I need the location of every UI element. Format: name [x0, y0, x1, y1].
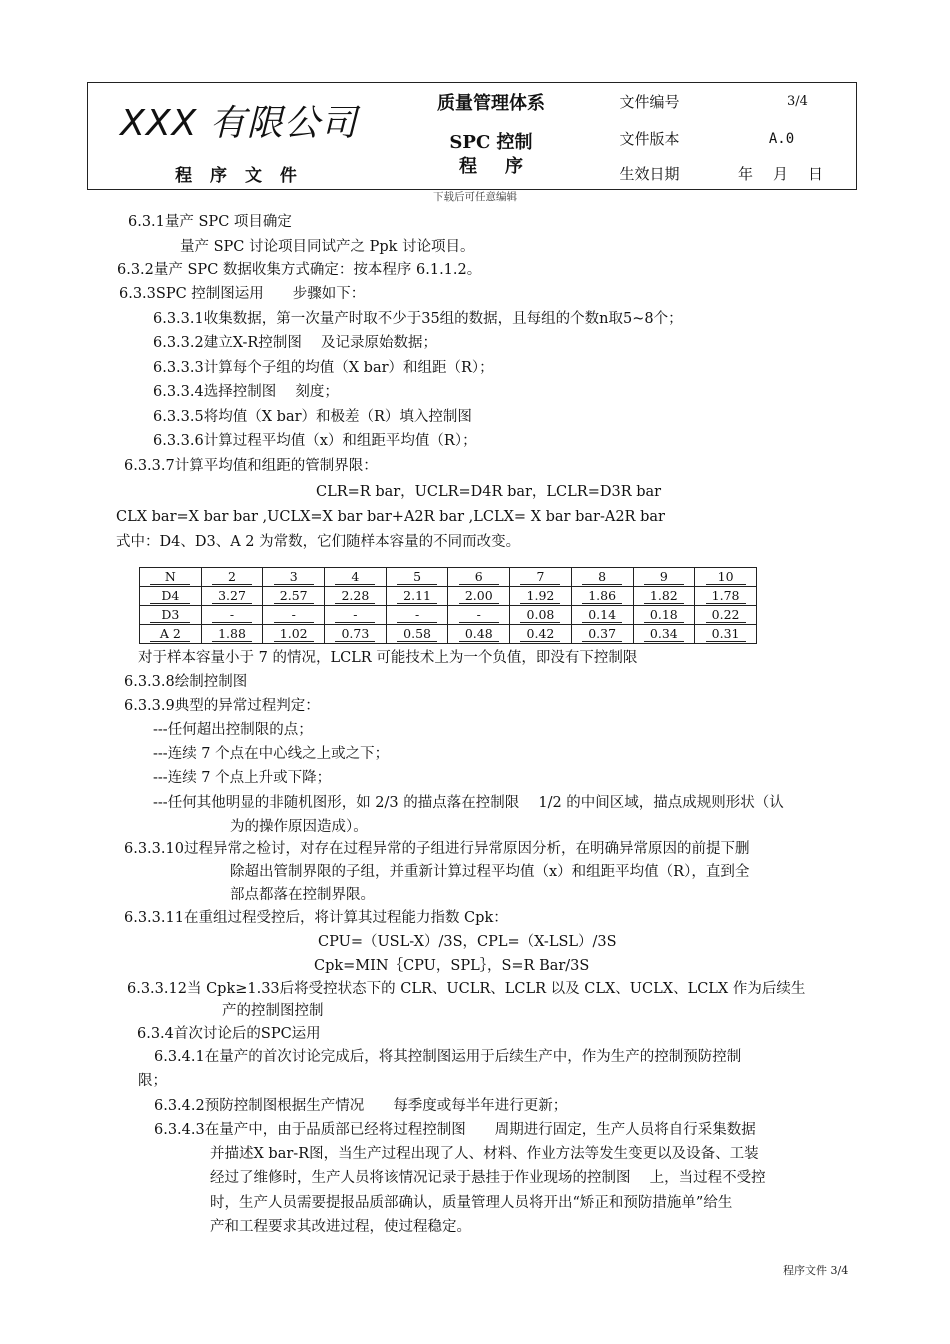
cell-text: 0.48: [459, 626, 499, 642]
effective-date-label: 生效日期: [619, 165, 680, 183]
step-6-3-3-2: 6.3.3.2建立X-R控制图 及记录原始数据；: [153, 335, 437, 351]
cell-text: 2.11: [397, 588, 437, 604]
table-cell: [263, 625, 325, 644]
table-row-header: [140, 625, 202, 644]
cell-text: 2: [212, 569, 252, 585]
constants-note: 式中：D4、D3、A 2 为常数，它们随样本容量的不同而改变。: [116, 534, 521, 550]
cell-text: 0.08: [520, 607, 560, 623]
table-cell: [571, 625, 633, 644]
cell-text: 5: [397, 569, 437, 585]
formula-x-limits: CLX bar=X bar bar ,UCLX=X bar bar+A2R bar ,LCLX= X bar bar-A2R bar: [116, 509, 665, 525]
table-row-header: [140, 568, 202, 587]
cell-text: 1.82: [644, 588, 684, 604]
section-6-3-2: 6.3.2量产 SPC 数据收集方式确定：按本程序 6.1.1.2。: [117, 262, 482, 278]
cell-text: 0.37: [582, 626, 622, 642]
formula-cpk: Cpk=MIN｛CPU，SPL｝，S=R Bar/3S: [314, 958, 590, 974]
cell-text: 9: [644, 569, 684, 585]
cell-text: 0.18: [644, 607, 684, 623]
table-cell: [510, 606, 572, 625]
table-cell: [695, 606, 757, 625]
table-cell: [510, 587, 572, 606]
step-6-3-4-3-cont: 并描述X bar-R图，当生产过程出现了人、材料、作业方法等发生变更以及设备、工装: [210, 1146, 759, 1162]
table-cell: [633, 606, 695, 625]
cell-text: D3: [150, 607, 190, 623]
table-cell: [510, 568, 572, 587]
cell-text: 1.88: [212, 626, 252, 642]
table-cell: [386, 606, 448, 625]
table-row: [140, 568, 757, 587]
table-row: [140, 587, 757, 606]
step-6-3-4-3-cont: 产和工程要求其改进过程，使过程稳定。: [210, 1219, 471, 1235]
cell-text: 4: [335, 569, 375, 585]
step-6-3-4-1-cont: 限；: [138, 1073, 167, 1089]
table-cell: [695, 568, 757, 587]
cell-text: -: [274, 607, 314, 623]
table-cell: [695, 625, 757, 644]
table-row: [140, 606, 757, 625]
cell-text: -: [212, 607, 252, 623]
step-6-3-3-4: 6.3.3.4选择控制图 刻度；: [153, 384, 339, 400]
cell-text: 0.42: [520, 626, 560, 642]
table-cell: [633, 625, 695, 644]
table-cell: [201, 606, 263, 625]
spc-procedure-title: [390, 120, 592, 190]
table-cell: [571, 587, 633, 606]
rule-item: ---连续 7 个点上升或下降；: [153, 770, 332, 786]
cell-text: -: [335, 607, 375, 623]
doc-version-value: A.0: [768, 130, 795, 147]
table-cell: [263, 606, 325, 625]
spc-title-line2: 程序: [459, 156, 551, 177]
section-6-3-1: 6.3.1量产 SPC 项目确定: [128, 214, 292, 230]
cell-text: 0.58: [397, 626, 437, 642]
rule-item-cont: 为的操作原因造成）。: [230, 819, 368, 835]
formula-r-limits: CLR=R bar，UCLR=D4R bar，LCLR=D3R bar: [316, 484, 662, 500]
step-6-3-4-3-cont: 时，生产人员需要提报品质部确认，质量管理人员将开出“矫正和预防措施单”给生: [210, 1195, 733, 1211]
table-cell: [201, 568, 263, 587]
day-label: 日: [808, 165, 826, 183]
cell-text: 1.78: [706, 588, 746, 604]
table-cell: [448, 587, 510, 606]
table-cell: [695, 587, 757, 606]
cell-text: 6: [459, 569, 499, 585]
download-note: 下载后可任意编辑: [433, 191, 517, 203]
step-6-3-3-10: 6.3.3.10过程异常之检讨，对存在过程异常的子组进行异常原因分析，在明确异常原因的前提下删: [124, 841, 750, 857]
program-document-label: 程 序 文 件: [175, 166, 303, 186]
step-6-3-4-3-cont: 经过了维修时，生产人员将该情况记录于悬挂于作业现场的控制图 上，当过程不受控: [210, 1170, 766, 1186]
rule-item: ---任何其他明显的非随机图形，如 2/3 的描点落在控制限 1/2 的中间区域，描点成规则形状（认: [153, 795, 784, 811]
control-constants-table: [139, 567, 757, 644]
step-6-3-3-10-cont: 除超出管制界限的子组，并重新计算过程平均值（x）和组距平均值（R），直到全: [230, 864, 750, 880]
table-cell: [386, 568, 448, 587]
page-footer: 程序文件 3/4: [783, 1264, 849, 1277]
spc-title-line1: SPC 控制: [449, 132, 533, 153]
header-table: [87, 82, 857, 190]
doc-version-label: 文件版本: [619, 130, 680, 148]
step-6-3-3-12-cont: 产的控制图控制: [222, 1003, 324, 1019]
table-cell: [633, 568, 695, 587]
table-cell: [571, 606, 633, 625]
table-cell: [386, 625, 448, 644]
month-label: 月: [772, 165, 790, 183]
section-6-3-4: 6.3.4首次讨论后的SPC运用: [137, 1026, 321, 1042]
company-name: XXX 有限公司: [120, 102, 358, 144]
table-row-header: [140, 587, 202, 606]
doc-number-value: 3/4: [787, 94, 808, 109]
cell-text: 1.92: [520, 588, 560, 604]
cell-text: 3.27: [212, 588, 252, 604]
step-6-3-3-5: 6.3.3.5将均值（X bar）和极差（R）填入控制图: [153, 409, 472, 425]
table-cell: [633, 587, 695, 606]
table-cell: [263, 568, 325, 587]
cell-text: A 2: [150, 626, 190, 642]
step-6-3-4-3: 6.3.4.3在量产中，由于品质部已经将过程控制图 周期进行固定，生产人员将自行采集数据: [154, 1122, 756, 1138]
quality-system-title: 质量管理体系: [437, 92, 545, 114]
table-cell: [201, 587, 263, 606]
cell-text: 10: [706, 569, 746, 585]
table-cell: [448, 625, 510, 644]
paragraph-line: 量产 SPC 讨论项目同试产之 Ppk 讨论项目。: [180, 239, 475, 255]
step-6-3-4-2: 6.3.4.2预防控制图根据生产情况 每季度或每半年进行更新；: [154, 1098, 568, 1114]
table-cell: [325, 625, 387, 644]
table-cell: [510, 625, 572, 644]
cell-text: 1.02: [274, 626, 314, 642]
cell-text: 2.57: [274, 588, 314, 604]
step-6-3-3-10-cont: 部点都落在控制界限。: [230, 887, 375, 903]
table-cell: [325, 568, 387, 587]
cell-text: 0.22: [706, 607, 746, 623]
cell-text: D4: [150, 588, 190, 604]
table-cell: [325, 587, 387, 606]
table-cell: [325, 606, 387, 625]
cell-text: 1.86: [582, 588, 622, 604]
step-6-3-4-1: 6.3.4.1在量产的首次讨论完成后，将其控制图运用于后续生产中，作为生产的控制预防控制: [154, 1049, 742, 1065]
table-cell: [263, 587, 325, 606]
step-6-3-3-9: 6.3.3.9典型的异常过程判定：: [124, 698, 320, 714]
cell-text: 2.00: [459, 588, 499, 604]
doc-number-label: 文件编号: [619, 93, 680, 111]
cell-text: 8: [582, 569, 622, 585]
section-6-3-3: 6.3.3SPC 控制图运用 步骤如下：: [119, 286, 366, 302]
lcl-note: 对于样本容量小于 7 的情况，LCLR 可能技术上为一个负值，即没有下控制限: [138, 650, 638, 666]
formula-cpu-cpl: CPU=（USL-X）/3S，CPL=（X-LSL）/3S: [318, 934, 617, 950]
table-row-header: [140, 606, 202, 625]
cell-text: 0.73: [335, 626, 375, 642]
cell-text: N: [150, 569, 190, 585]
step-6-3-3-1: 6.3.3.1收集数据，第一次量产时取不少于35组的数据，且每组的个数n取5~8个；: [153, 311, 683, 327]
step-6-3-3-6: 6.3.3.6计算过程平均值（x）和组距平均值（R）；: [153, 433, 477, 449]
step-6-3-3-7: 6.3.3.7计算平均值和组距的管制界限：: [124, 458, 378, 474]
table-cell: [571, 568, 633, 587]
step-6-3-3-8: 6.3.3.8绘制控制图: [124, 674, 248, 690]
cell-text: 7: [520, 569, 560, 585]
table-row: [140, 625, 757, 644]
cell-text: 2.28: [335, 588, 375, 604]
rule-item: ---连续 7 个点在中心线之上或之下；: [153, 746, 390, 762]
table-cell: [448, 568, 510, 587]
year-label: 年: [737, 165, 755, 183]
step-6-3-3-11: 6.3.3.11在重组过程受控后，将计算其过程能力指数 Cpk：: [124, 910, 508, 926]
cell-text: 0.34: [644, 626, 684, 642]
rule-item: ---任何超出控制限的点；: [153, 722, 313, 738]
cell-text: 0.14: [582, 607, 622, 623]
table-cell: [201, 625, 263, 644]
cell-text: -: [397, 607, 437, 623]
table-cell: [386, 587, 448, 606]
cell-text: -: [459, 607, 499, 623]
table-cell: [448, 606, 510, 625]
step-6-3-3-3: 6.3.3.3计算每个子组的均值（X bar）和组距（R）；: [153, 360, 494, 376]
step-6-3-3-12: 6.3.3.12当 Cpk≥1.33后将受控状态下的 CLR、UCLR、LCLR 以及 CLX、UCLX、LCLX 作为后续生: [127, 981, 806, 997]
effective-date-value: [707, 157, 856, 190]
cell-text: 3: [274, 569, 314, 585]
cell-text: 0.31: [706, 626, 746, 642]
